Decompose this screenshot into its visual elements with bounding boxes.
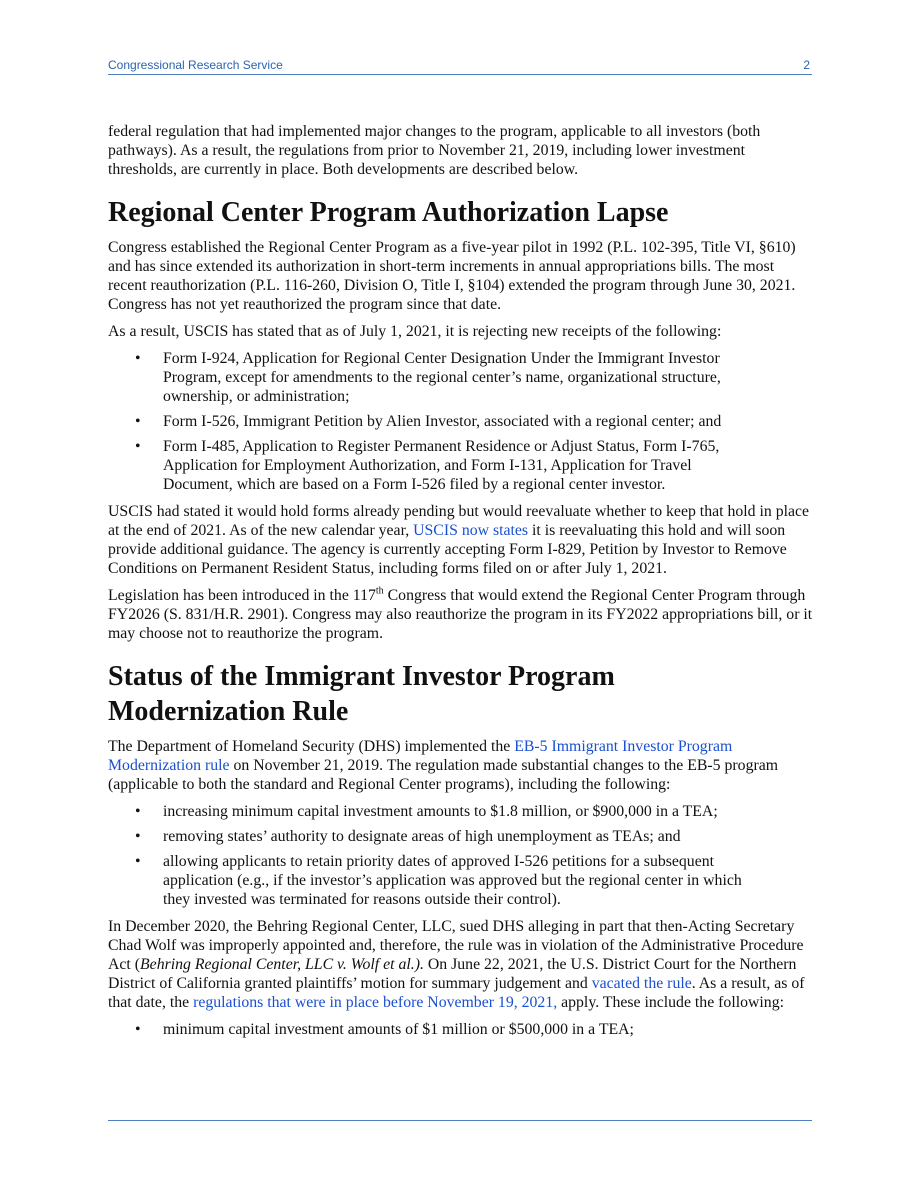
heading-line-2: Modernization Rule xyxy=(108,696,349,727)
list-item-text: Form I-924, Application for Regional Center Designation Under the Immigrant Investor Program, except for amendments to the regional center’s name, organizational structure, ownership, or administration; xyxy=(163,350,721,405)
intro-paragraph: federal regulation that had implemented major changes to the program, applicable to all investors (both pathways). As a result, the regulations from prior to November 21, 2019, including lower investment thresholds, are currently in place. Both developments are described below. xyxy=(108,123,761,178)
paragraph-text: Legislation has been introduced in the 117 xyxy=(108,587,376,604)
modernization-rule-link[interactable]: EB-5 Immigrant Investor Program Modernization rule xyxy=(108,738,733,774)
section2-paragraph-1 xyxy=(108,737,813,794)
paragraph-text: it is reevaluating this hold and will soon provide additional guidance. The agency is currently accepting Form I-829, Petition by Investor to Remove Conditions on Permanent Resident Status, including forms filed on or after July 1, 2021. xyxy=(108,522,787,577)
header-page-number: 2 xyxy=(803,58,810,72)
section1-paragraph-1: Congress established the Regional Center Program as a five-year pilot in 1992 (P.L. 102-395, Title VI, §610) and has since extended its authorization in short-term increments in annual appropriations bills. The most recent reauthorization (P.L. 116-260, Division O, Title I, §104) extended the program through June 30, 2021. Congress has not yet reauthorized the program since that date. xyxy=(108,239,796,313)
footer-divider xyxy=(108,1120,812,1121)
paragraph-text: on November 21, 2019. The regulation made substantial changes to the EB-5 program (applicable to both the standard and Regional Center programs), including the following: xyxy=(108,757,779,793)
section1-paragraph-2: As a result, USCIS has stated that as of July 1, 2021, it is rejecting new receipts of the following: xyxy=(108,323,722,340)
header-organization: Congressional Research Service xyxy=(108,58,283,72)
uscis-now-states-link[interactable]: USCIS now states xyxy=(413,522,529,539)
section1-bullet-list xyxy=(108,349,813,494)
prior-regulations-link[interactable]: regulations that were in place before November 19, 2021, xyxy=(193,994,558,1011)
list-item xyxy=(108,802,813,821)
bullet-glyph: • xyxy=(135,413,141,430)
heading-line-1: Status of the Immigrant Investor Program xyxy=(108,661,615,692)
list-item xyxy=(108,412,813,431)
section1-paragraph-4 xyxy=(108,586,813,643)
bullet-glyph: • xyxy=(135,438,141,455)
bullet-glyph: • xyxy=(135,828,141,845)
paragraph-text: . As a result, as of that date, the xyxy=(108,975,805,1011)
page-header xyxy=(108,57,812,75)
bullet-glyph: • xyxy=(135,803,141,820)
list-item-text: removing states’ authority to designate areas of high unemployment as TEAs; and xyxy=(163,828,681,845)
section2-bullet-list-2 xyxy=(108,1020,813,1039)
list-item xyxy=(108,349,813,406)
section2-paragraph-2 xyxy=(108,917,813,1012)
bullet-glyph: • xyxy=(135,853,141,870)
paragraph-text: apply. These include the following: xyxy=(557,994,784,1011)
paragraph-text: In December 2020, the Behring Regional Center, LLC, sued DHS alleging in part that then-Acting Secretary Chad Wolf was improperly appointed and, therefore, the rule was in violation of the Administrative Procedure Act ( xyxy=(108,918,804,973)
paragraph-text: On June 22, 2021, the U.S. District Court for the Northern District of California granted plaintiffs’ motion for summary judgement and xyxy=(108,956,797,992)
section2-heading xyxy=(108,659,813,729)
bullet-glyph: • xyxy=(135,350,141,367)
list-item-text: increasing minimum capital investment amounts to $1.8 million, or $900,000 in a TEA; xyxy=(163,803,718,820)
paragraph-text: USCIS had stated it would hold forms already pending but would reevaluate whether to keep that hold in place at the end of 2021. As of the new calendar year, xyxy=(108,503,810,539)
ordinal-superscript: th xyxy=(375,585,384,597)
list-item-text: Form I-485, Application to Register Permanent Residence or Adjust Status, Form I-765, Application for Employment Authorization, and Form I-131, Application for Travel Document, which are based on a Form I-526 filed by a regional center investor. xyxy=(163,438,720,493)
section1-heading: Regional Center Program Authorization Lapse xyxy=(108,197,669,228)
section2-bullet-list xyxy=(108,802,813,909)
list-item xyxy=(108,827,813,846)
document-body xyxy=(108,122,813,1047)
list-item xyxy=(108,852,813,909)
section1-paragraph-3 xyxy=(108,502,813,578)
vacated-the-rule-link[interactable]: vacated the rule xyxy=(591,975,692,992)
list-item-text: Form I-526, Immigrant Petition by Alien Investor, associated with a regional center; and xyxy=(163,413,722,430)
list-item-text: minimum capital investment amounts of $1 million or $500,000 in a TEA; xyxy=(163,1021,634,1038)
list-item-text: allowing applicants to retain priority dates of approved I-526 petitions for a subsequent application (e.g., if the investor’s application was approved but the regional center in which they invested was terminated for reasons outside their control). xyxy=(163,853,742,908)
list-item xyxy=(108,437,813,494)
case-citation: Behring Regional Center, LLC v. Wolf et al.). xyxy=(140,956,424,973)
paragraph-text: Congress that would extend the Regional Center Program through FY2026 (S. 831/H.R. 2901). Congress may also reauthorize the program in its FY2022 appropriations bill, or it may choose not to reauthorize the program. xyxy=(108,587,813,642)
bullet-glyph: • xyxy=(135,1021,141,1038)
paragraph-text: The Department of Homeland Security (DHS) implemented the xyxy=(108,738,515,755)
list-item xyxy=(108,1020,813,1039)
